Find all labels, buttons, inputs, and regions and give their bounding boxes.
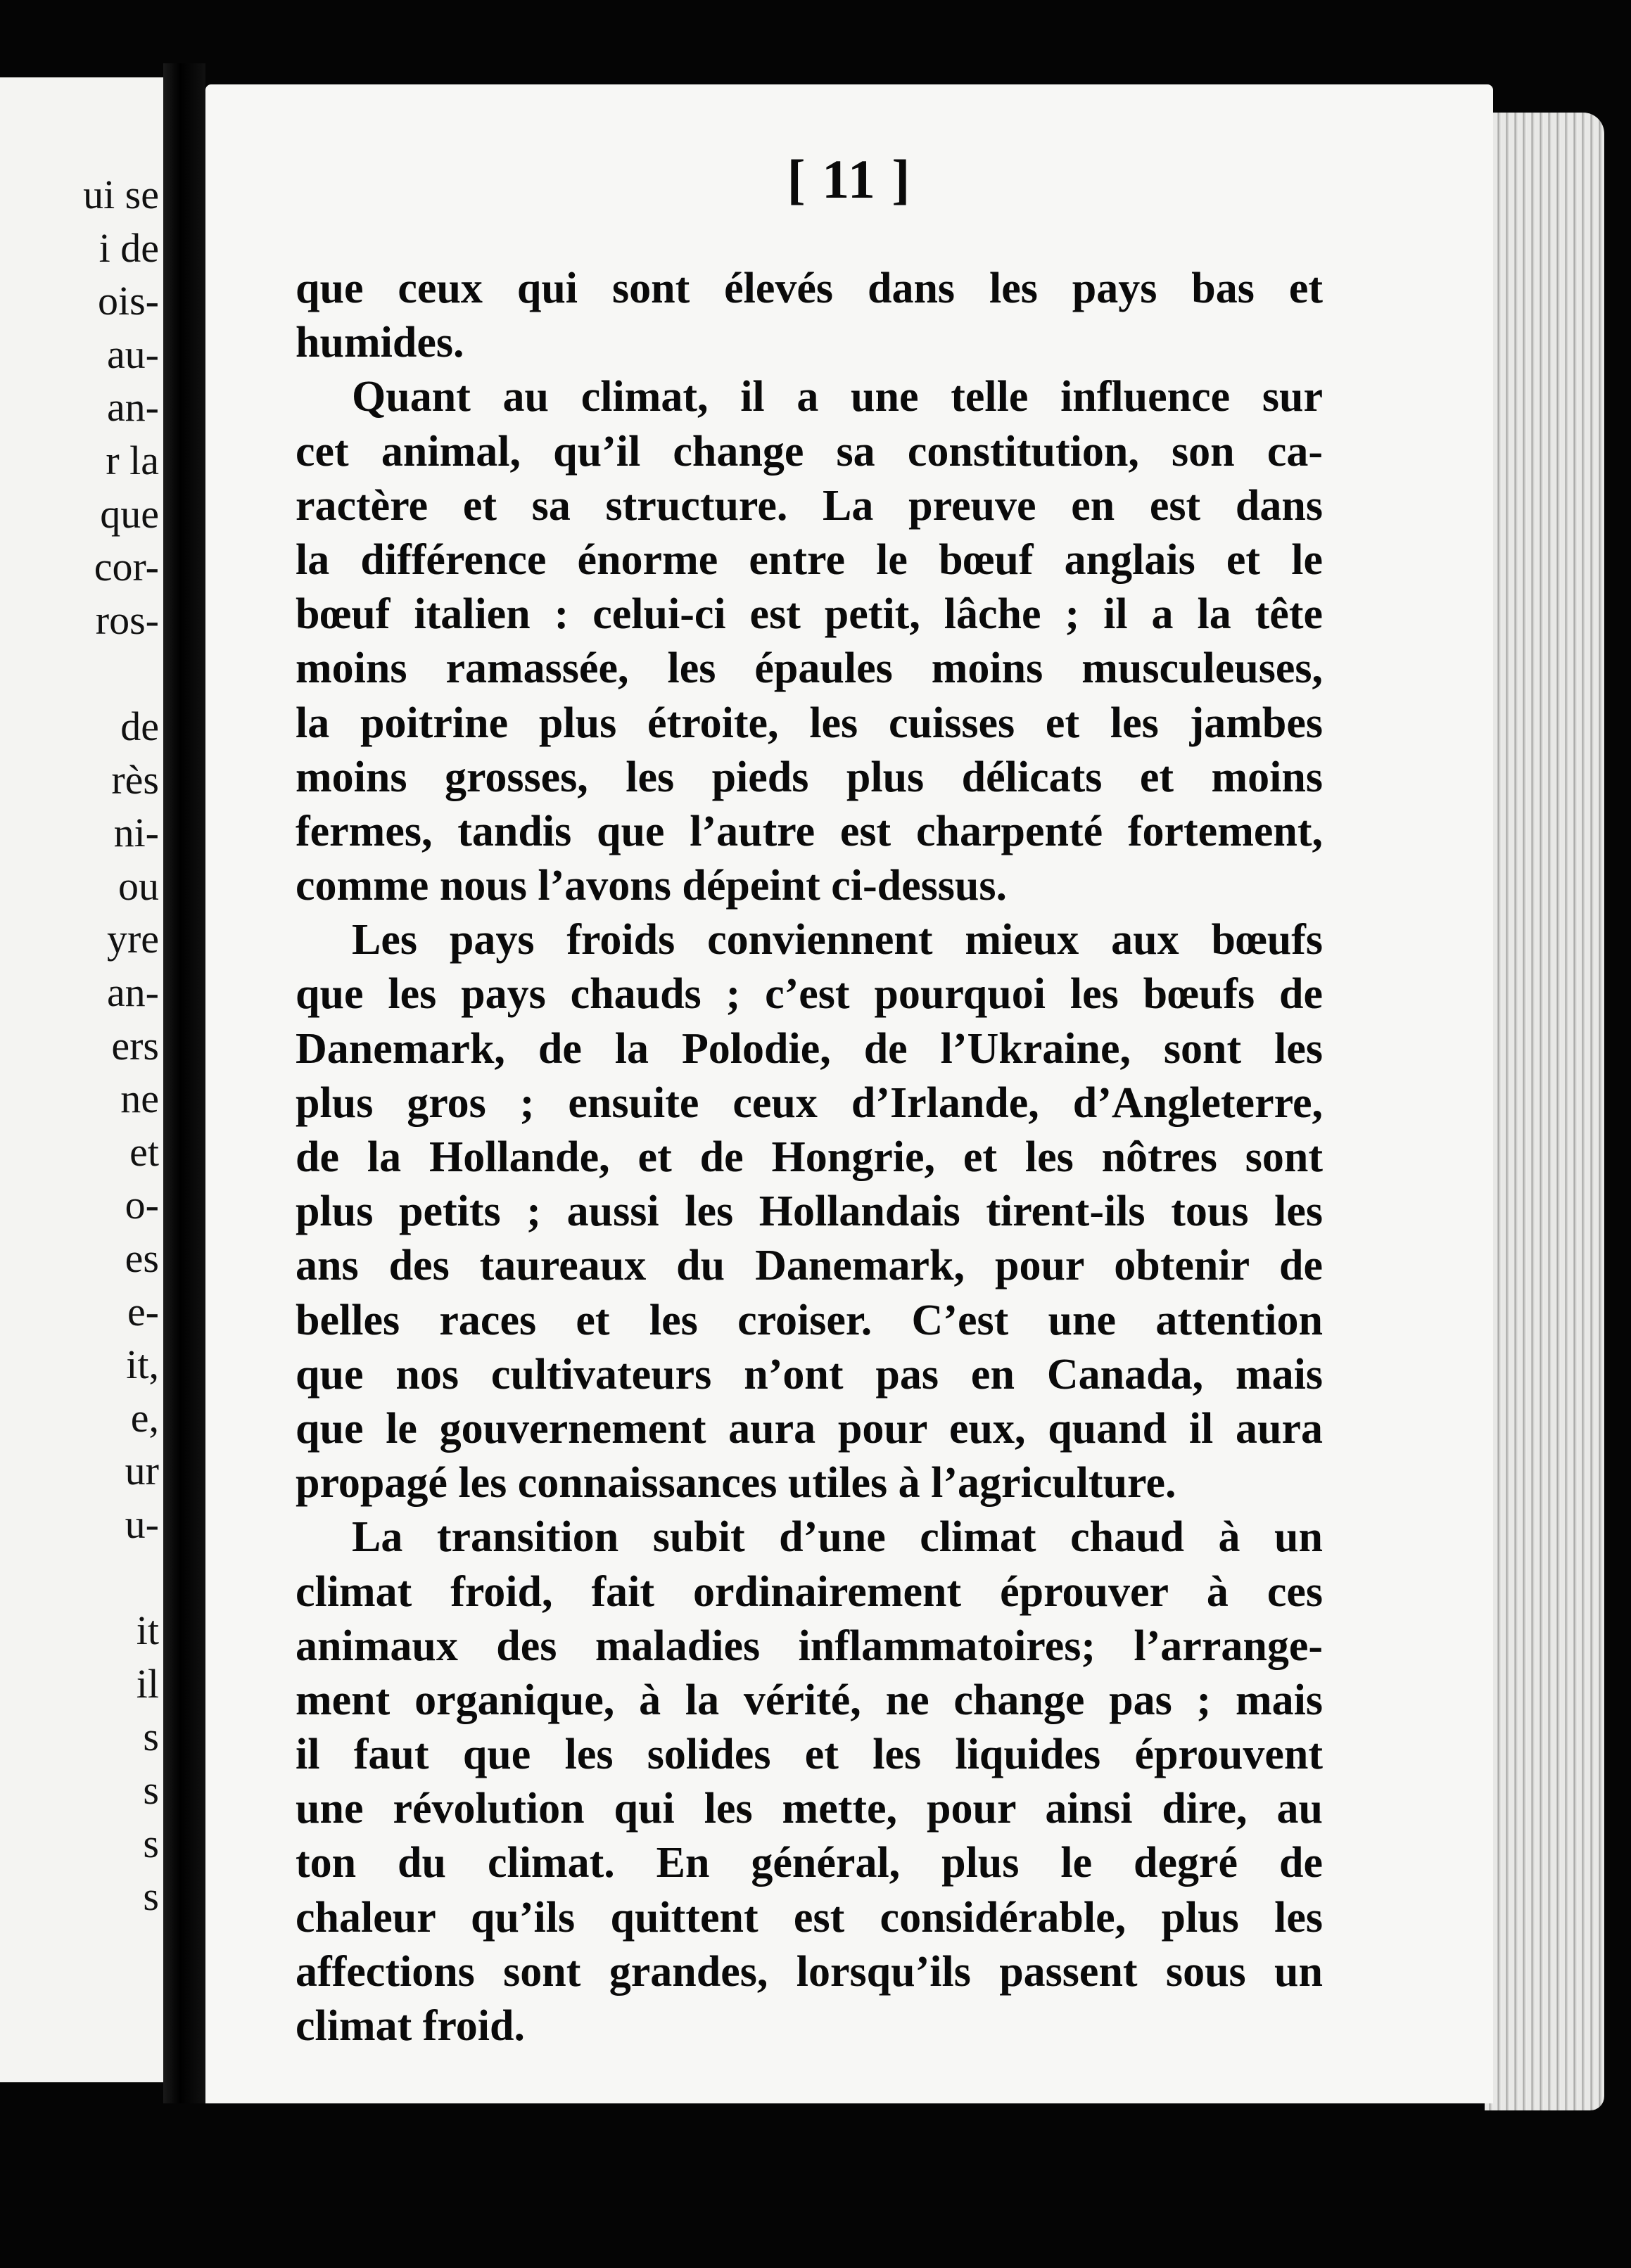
left-page-line: it [136,1607,159,1654]
left-page-line: de [120,703,159,749]
left-page-line: ou [118,862,159,909]
text-line: il faut que les solides et les liquides éprouvent [296,1731,1323,1779]
text-line: humides. [296,319,464,367]
text-line: La transition subit d’une climat chaud à un [352,1513,1323,1562]
text-line: la poitrine plus étroite, les cuisses et les jambes [296,699,1323,747]
text-line: belles races et les croiser. C’est une attention [296,1296,1323,1344]
left-page-line: au- [106,331,159,377]
text-line: la différence énorme entre le bœuf anglais et le [296,535,1323,584]
text-line: climat froid, fait ordinairement éprouver à ces [296,1567,1323,1616]
left-page-line: it, [126,1342,159,1388]
page-number: [ 11 ] [787,148,912,210]
current-page [205,84,1493,2103]
text-line: une révolution qui les mette, pour ainsi dire, au [296,1785,1323,1833]
text-line: animaux des maladies inflammatoires; l’arrange- [296,1622,1323,1670]
text-line: moins grosses, les pieds plus délicats et moins [296,753,1323,801]
left-page-line: et [129,1128,159,1175]
text-line: que le gouvernement aura pour eux, quand il aura [296,1404,1323,1453]
text-line: fermes, tandis que l’autre est charpenté fortement, [296,807,1323,855]
text-line: ractère et sa structure. La preuve en est dans [296,481,1323,530]
text-line: ans des taureaux du Danemark, pour obtenir de [296,1242,1323,1290]
left-page-line: es [125,1235,159,1281]
page-body-text [296,262,1323,2053]
left-page-line: s [143,1714,159,1760]
left-page-line: s [143,1767,159,1813]
book-gutter [163,63,205,2103]
text-line: Quant au climat, il a une telle influence sur [352,373,1323,421]
text-line: bœuf italien : celui-ci est petit, lâche ; il a la tête [296,590,1323,639]
page-edges [1485,113,1604,2110]
text-line: cet animal, qu’il change sa constitution, son ca- [296,427,1323,476]
left-page-line: an- [106,384,159,431]
text-line: Danemark, de la Polodie, de l’Ukraine, sont les [296,1024,1323,1073]
left-page-line: e- [127,1288,159,1334]
text-line: que nos cultivateurs n’ont pas en Canada, mais [296,1350,1323,1399]
left-page-line: ros- [95,597,159,643]
text-line: chaleur qu’ils quittent est considérable, plus les [296,1893,1323,1942]
text-line: de la Hollande, et de Hongrie, et les nôtres sont [296,1133,1323,1181]
text-line: affections sont grandes, lorsqu’ils passent sous un [296,1947,1323,1996]
text-line: ment organique, à la vérité, ne change pas ; mais [296,1676,1323,1724]
left-page-line: rès [111,756,159,803]
left-page-line: ni- [113,810,159,856]
left-page-line: r la [106,438,159,483]
text-line: comme nous l’avons dépeint ci-dessus. [296,862,1008,910]
text-line: moins ramassée, les épaules moins musculeuses, [296,644,1323,693]
text-line: que ceux qui sont élevés dans les pays bas et [296,265,1323,312]
left-page-line: i de [99,224,159,271]
left-page-line: ois- [98,278,159,324]
left-page-line: ne [120,1076,159,1122]
text-line: climat froid. [296,2002,526,2050]
text-line: que les pays chauds ; c’est pourquoi les bœufs de [296,970,1323,1019]
left-page-line: ur [125,1448,159,1494]
text-line: ton du climat. En général, plus le degré de [296,1839,1323,1887]
text-line: Les pays froids conviennent mieux aux bœufs [352,916,1323,964]
left-page-line: ers [111,1022,159,1069]
left-page-line: s [143,1820,159,1866]
left-page-line: an- [106,969,159,1015]
left-page-line: e, [130,1394,159,1441]
text-line: plus petits ; aussi les Hollandais tirent-ils tous les [296,1187,1323,1236]
left-page-line: u- [125,1501,159,1547]
left-page-line: que [100,490,159,537]
left-page-line: o- [125,1182,159,1228]
text-line: plus gros ; ensuite ceux d’Irlande, d’Angleterre, [296,1078,1323,1127]
left-page-line: yre [106,916,159,962]
left-page-line: ui se [83,172,159,217]
left-page-line: il [136,1660,159,1707]
previous-page-fragment [0,77,163,2082]
left-page-line: cor- [94,544,159,590]
left-page-line: s [143,1873,159,1920]
text-line: propagé les connaissances utiles à l’agriculture. [296,1459,1176,1508]
